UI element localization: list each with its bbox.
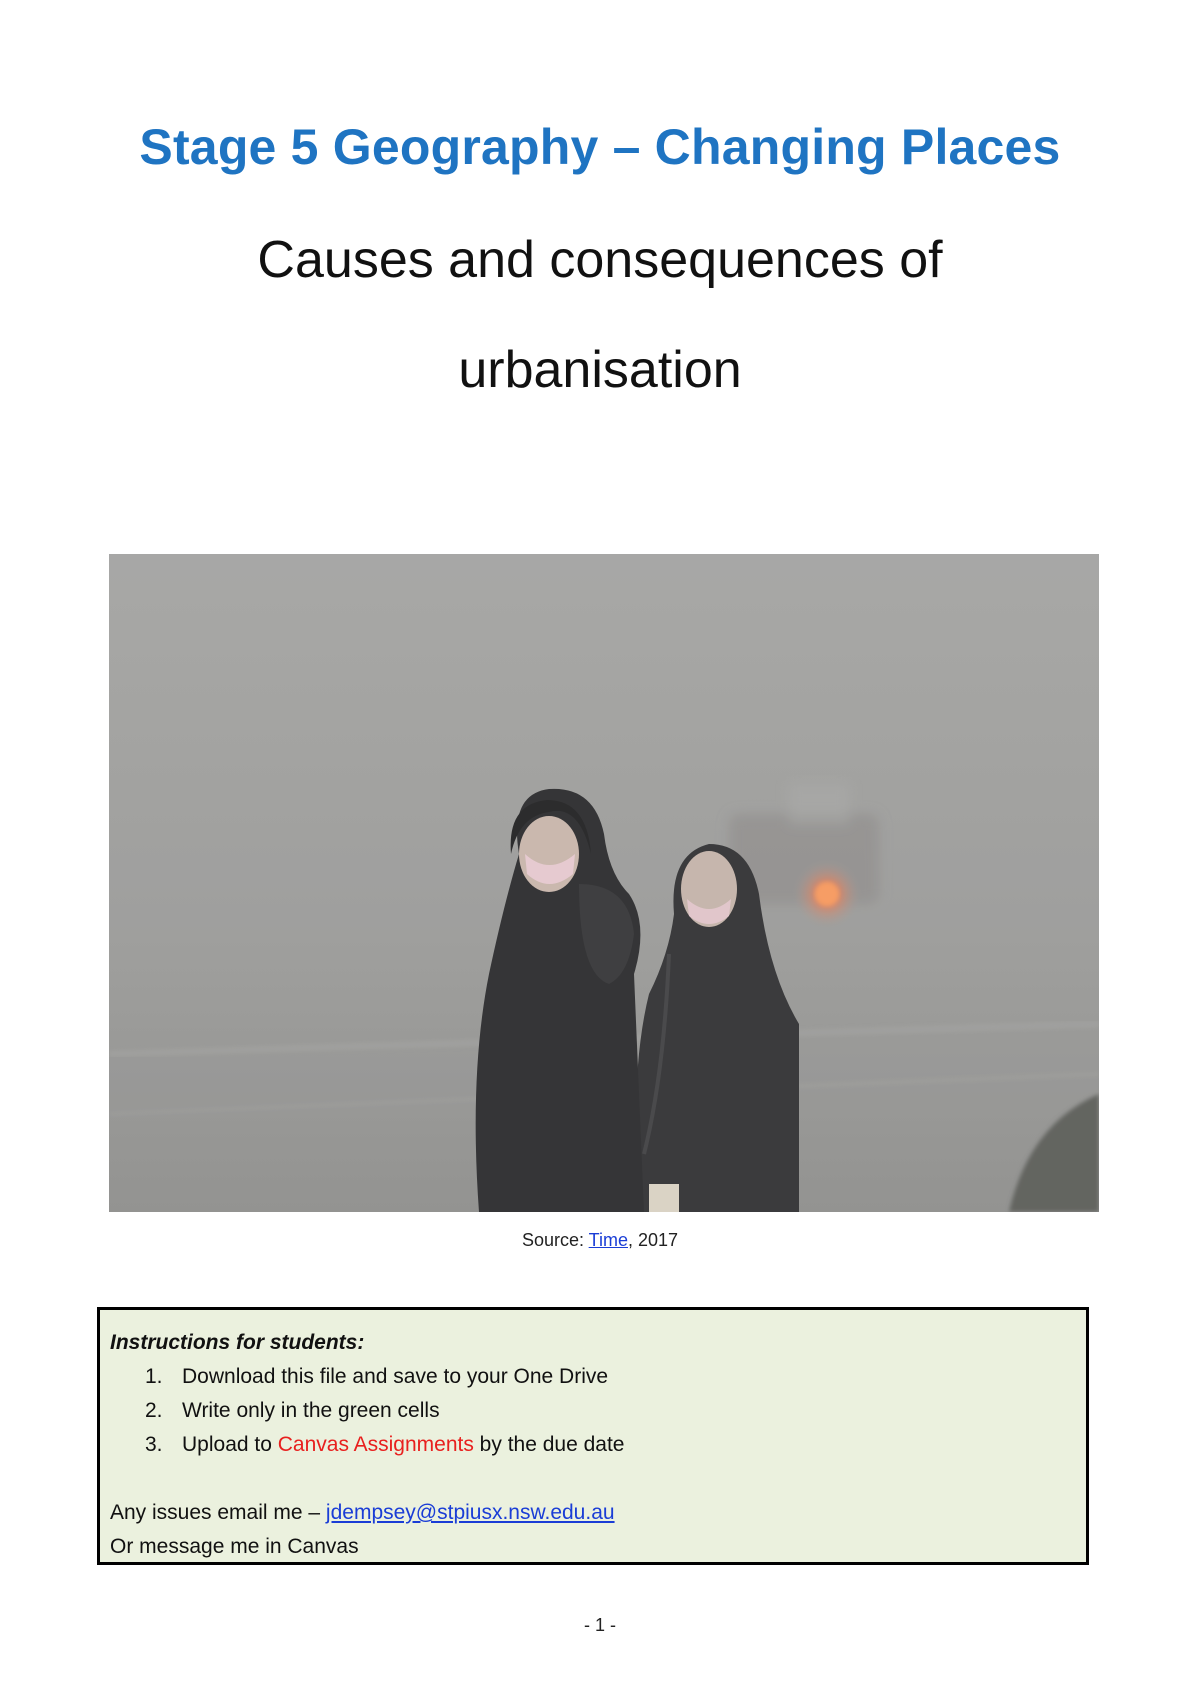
instructions-box <box>97 1307 1089 1565</box>
subtitle-line-2: urbanisation <box>458 341 742 399</box>
list-item-text-after: by the due date <box>473 1433 625 1456</box>
canvas-message-line: Or message me in Canvas <box>110 1535 359 1558</box>
smog-photo <box>109 554 1099 1212</box>
list-item-number: 1. <box>145 1365 163 1388</box>
list-item-text: Download this file and save to your One Drive <box>182 1365 609 1388</box>
source-link[interactable]: Time <box>588 1230 628 1250</box>
list-item-text-before: Upload to <box>182 1433 278 1456</box>
list-item-number: 2. <box>145 1399 163 1422</box>
list-item-number: 3. <box>145 1433 163 1456</box>
instructions-list <box>110 1360 1076 1462</box>
list-item <box>110 1428 1076 1462</box>
email-line <box>110 1496 1076 1530</box>
instructions-heading: Instructions for students: <box>110 1331 365 1354</box>
source-year: , 2017 <box>628 1230 679 1250</box>
image-source-caption <box>0 1230 1200 1251</box>
page-title: Stage 5 Geography – Changing Places <box>139 119 1061 175</box>
email-prefix: Any issues email me – <box>110 1501 326 1524</box>
subtitle-line-1: Causes and consequences of <box>257 231 943 289</box>
list-item <box>110 1394 1076 1428</box>
canvas-assignments-highlight: Canvas Assignments <box>277 1433 474 1456</box>
list-item <box>110 1360 1076 1394</box>
page-number: - 1 - <box>583 1615 616 1635</box>
list-item-text: Write only in the green cells <box>182 1399 440 1422</box>
source-prefix: Source: <box>521 1230 589 1250</box>
email-link[interactable]: jdempsey@stpiusx.nsw.edu.au <box>325 1501 615 1524</box>
